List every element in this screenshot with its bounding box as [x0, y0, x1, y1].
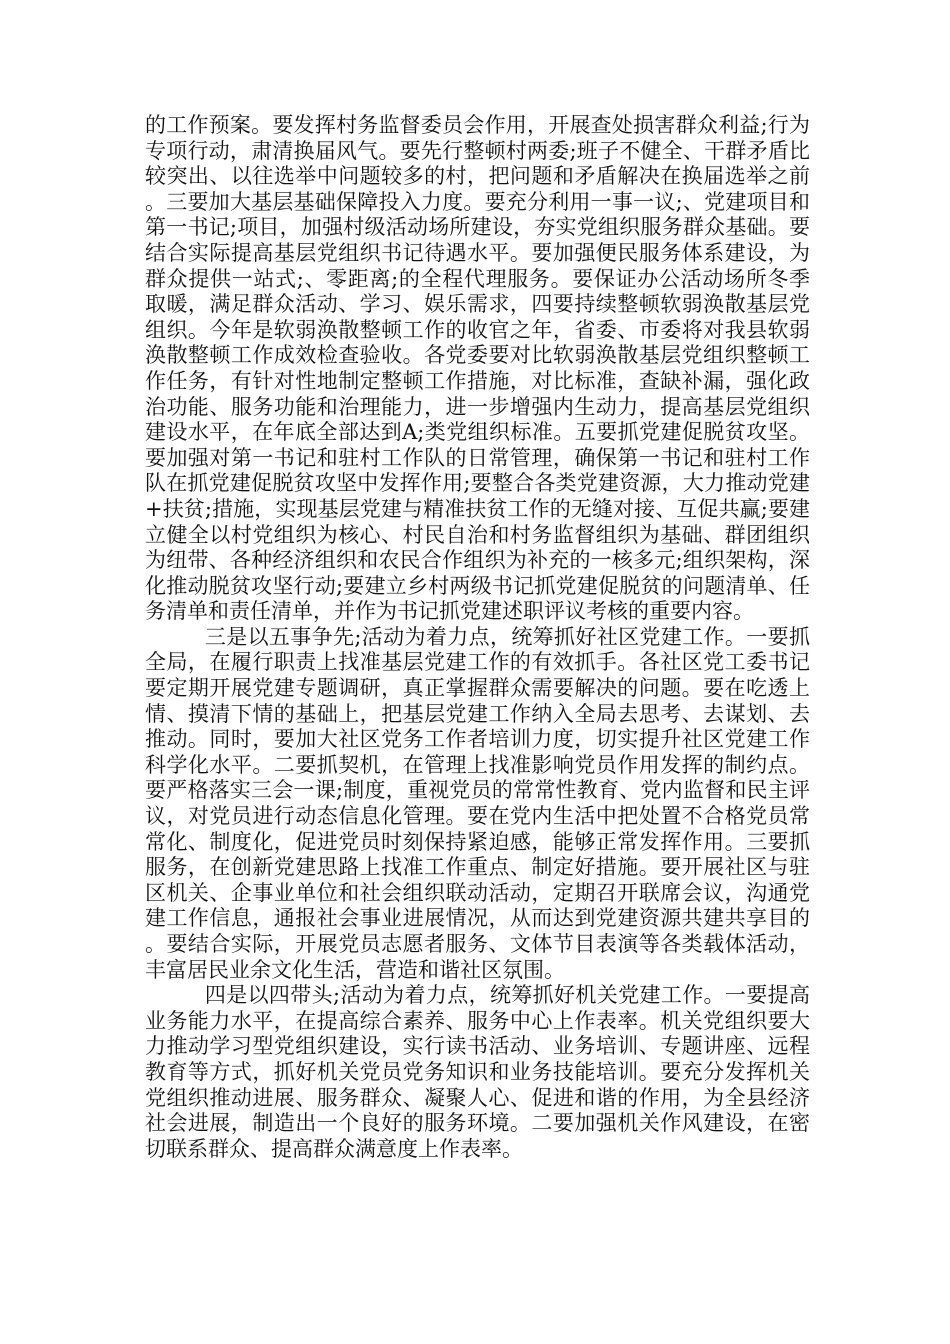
- document-page: [145, 113, 810, 1162]
- paragraph-3: 四是以四带头;活动为着力点，统筹抓好机关党建工作。一要提高业务能力水平，在提高综合素养、服务中心上作表率。机关党组织要大力推动学习型党组织建设，实行读书活动、业务培训、专题讲座、远程教育等方式，抓好机关党员党务知识和业务技能培训。要充分发挥机关党组织推动进展、服务群众、凝聚人心、促进和谐的作用，为全县经济社会进展，制造出一个良好的服务环境。二要加强机关作风建设，在密切联系群众、提高群众满意度上作表率。: [145, 983, 810, 1161]
- paragraph-1: 的工作预案。要发挥村务监督委员会作用，开展查处损害群众利益;行为专项行动，肃清换届风气。要先行整顿村两委;班子不健全、干群矛盾比较突出、以往选举中问题较多的村，把问题和矛盾解决在换届选举之前。三要加大基层基础保障投入力度。要充分利用一事一议;、党建项目和第一书记;项目，加强村级活动场所建设，夯实党组织服务群众基础。要结合实际提高基层党组织书记待遇水平。要加强便民服务体系建设，为群众提供一站式;、零距离;的全程代理服务。要保证办公活动场所冬季取暖，满足群众活动、学习、娱乐需求，四要持续整顿软弱涣散基层党组织。今年是软弱涣散整顿工作的收官之年，省委、市委将对我县软弱涣散整顿工作成效检查验收。各党委要对比软弱涣散基层党组织整顿工作任务，有针对性地制定整顿工作措施，对比标准，查缺补漏，强化政治功能、服务功能和治理能力，进一步增强内生动力，提高基层党组织建设水平，在年底全部达到A;类党组织标准。五要抓党建促脱贫攻坚。要加强对第一书记和驻村工作队的日常管理，确保第一书记和驻村工作队在抓党建促脱贫攻坚中发挥作用;要整合各类党建资源，大力推动党建+扶贫;措施，实现基层党建与精准扶贫工作的无缝对接、互促共赢;要建立健全以村党组织为核心、村民自治和村务监督组织为基础、群团组织为纽带、各种经济组织和农民合作组织为补充的一核多元;组织架构，深化推动脱贫攻坚行动;要建立乡村两级书记抓党建促脱贫的问题清单、任务清单和责任清单，并作为书记抓党建述职评议考核的重要内容。: [145, 113, 810, 624]
- paragraph-2: 三是以五事争先;活动为着力点，统筹抓好社区党建工作。一要抓全局，在履行职责上找准基层党建工作的有效抓手。各社区党工委书记要定期开展党建专题调研，真正掌握群众需要解决的问题。要在吃透上情、摸清下情的基础上，把基层党建工作纳入全局去思考、去谋划、去推动。同时，要加大社区党务工作者培训力度，切实提升社区党建工作科学化水平。二要抓契机，在管理上找准影响党员作用发挥的制约点。要严格落实三会一课;制度，重视党员的常常性教育、党内监督和民主评议，对党员进行动态信息化管理。要在党内生活中把处置不合格党员常常化、制度化，促进党员时刻保持紧迫感，能够正常发挥作用。三要抓服务，在创新党建思路上找准工作重点、制定好措施。要开展社区与驻区机关、企事业单位和社会组织联动活动，定期召开联席会议，沟通党建工作信息，通报社会事业进展情况，从而达到党建资源共建共享目的。要结合实际，开展党员志愿者服务、文体节目表演等各类载体活动，丰富居民业余文化生活，营造和谐社区氛围。: [145, 624, 810, 982]
